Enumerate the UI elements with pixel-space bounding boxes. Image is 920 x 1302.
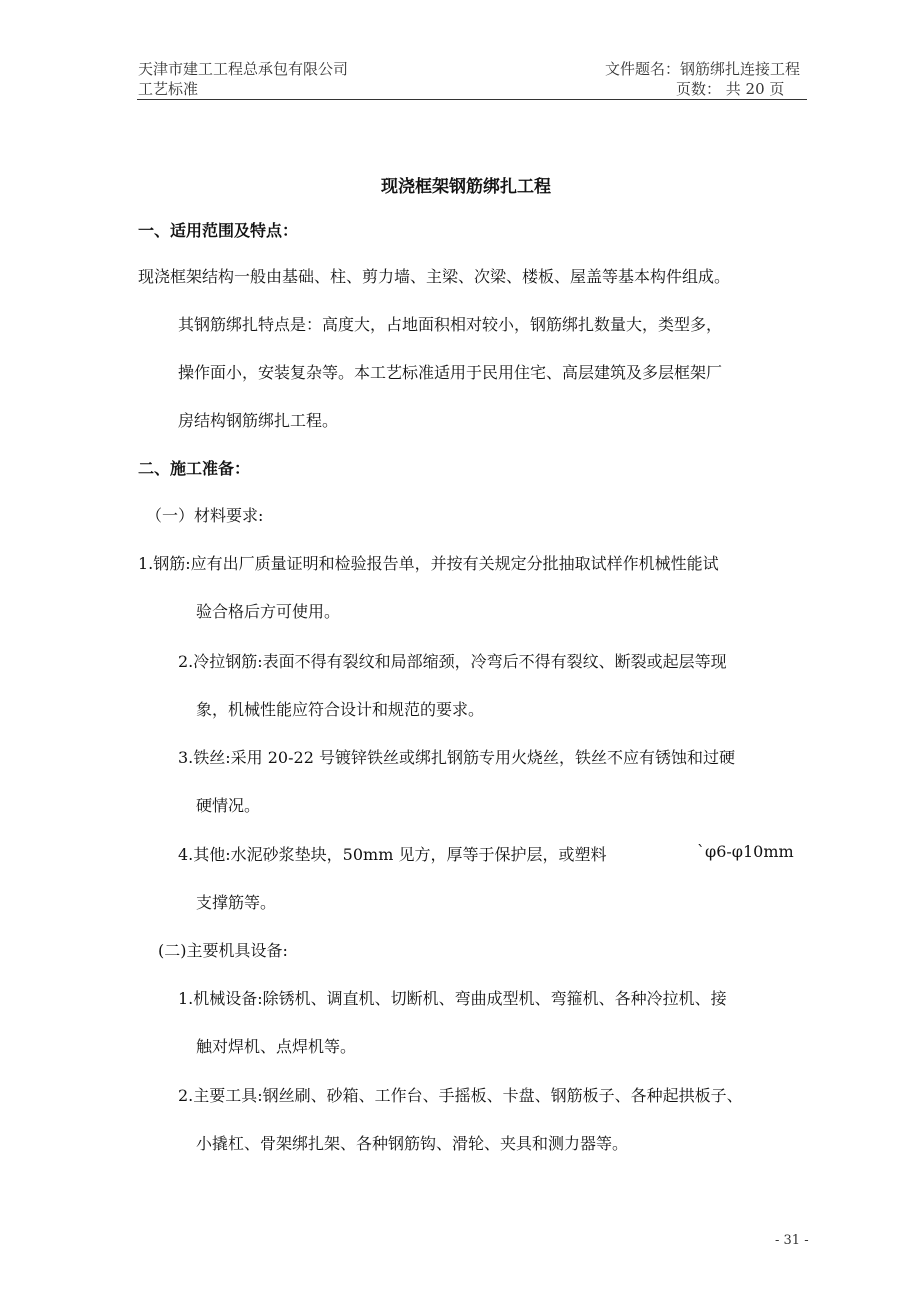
material-item-cont: 象，机械性能应符合设计和规范的要求。 (196, 700, 485, 719)
equipment-heading: (二)主要机具设备: (158, 941, 288, 960)
equipment-item: 2.主要工具:钢丝刷、砂箱、工作台、手摇板、卡盘、钢筋板子、各种起拱板子、 (178, 1086, 743, 1105)
section1-line: 现浇框架结构一般由基础、柱、剪力墙、主梁、次梁、楼板、屋盖等基本构件组成。 (138, 267, 731, 286)
equipment-item: 1.机械设备:除锈机、调直机、切断机、弯曲成型机、弯箍机、各种冷拉机、接 (178, 989, 727, 1008)
page-title: 现浇框架钢筋绑扎工程 (381, 177, 551, 197)
section1-line: 房结构钢筋绑扎工程。 (178, 411, 339, 430)
material-item: 3.铁丝:采用 20-22 号镀锌铁丝或绑扎钢筋专用火烧丝，铁丝不应有锈蚀和过硬 (178, 748, 735, 767)
material-item: 2.冷拉钢筋:表面不得有裂纹和局部缩颈，冷弯后不得有裂纹、断裂或起层等现 (178, 652, 727, 671)
section2-heading: 二、施工准备： (138, 459, 251, 478)
material-item-cont: 支撑筋等。 (196, 893, 277, 912)
material-item: 1.钢筋:应有出厂质量证明和检验报告单，并按有关规定分批抽取试样作机械性能试 (138, 554, 719, 573)
section1-heading: 一、适用范围及特点： (138, 221, 299, 240)
material-item-tail: `φ6-φ10mm (697, 842, 794, 861)
header-divider (137, 99, 807, 100)
section1-line: 其钢筋绑扎特点是：高度大，占地面积相对较小，钢筋绑扎数量大，类型多， (178, 315, 723, 334)
material-item-cont: 验合格后方可使用。 (196, 602, 341, 621)
doc-title-label: 文件题名：钢筋绑扎连接工程 (605, 60, 801, 78)
equipment-item-cont: 小撬杠、骨架绑扎架、各种钢筋钩、滑轮、夹具和测力器等。 (196, 1134, 629, 1153)
equipment-item-cont: 触对焊机、点焊机等。 (196, 1037, 357, 1056)
doc-category: 工艺标准 (138, 80, 199, 98)
page-count: 页数： 共 20 页 (676, 80, 785, 98)
materials-heading: （一）材料要求: (146, 506, 264, 525)
material-item: 4.其他:水泥砂浆垫块，50mm 见方，厚等于保护层，或塑料 (178, 845, 607, 864)
company-name: 天津市建工工程总承包有限公司 (138, 60, 349, 78)
section1-line: 操作面小，安装复杂等。本工艺标准适用于民用住宅、高层建筑及多层框架厂 (178, 363, 723, 382)
material-item-cont: 硬情况。 (196, 796, 261, 815)
page-number: - 31 - (775, 1233, 809, 1248)
